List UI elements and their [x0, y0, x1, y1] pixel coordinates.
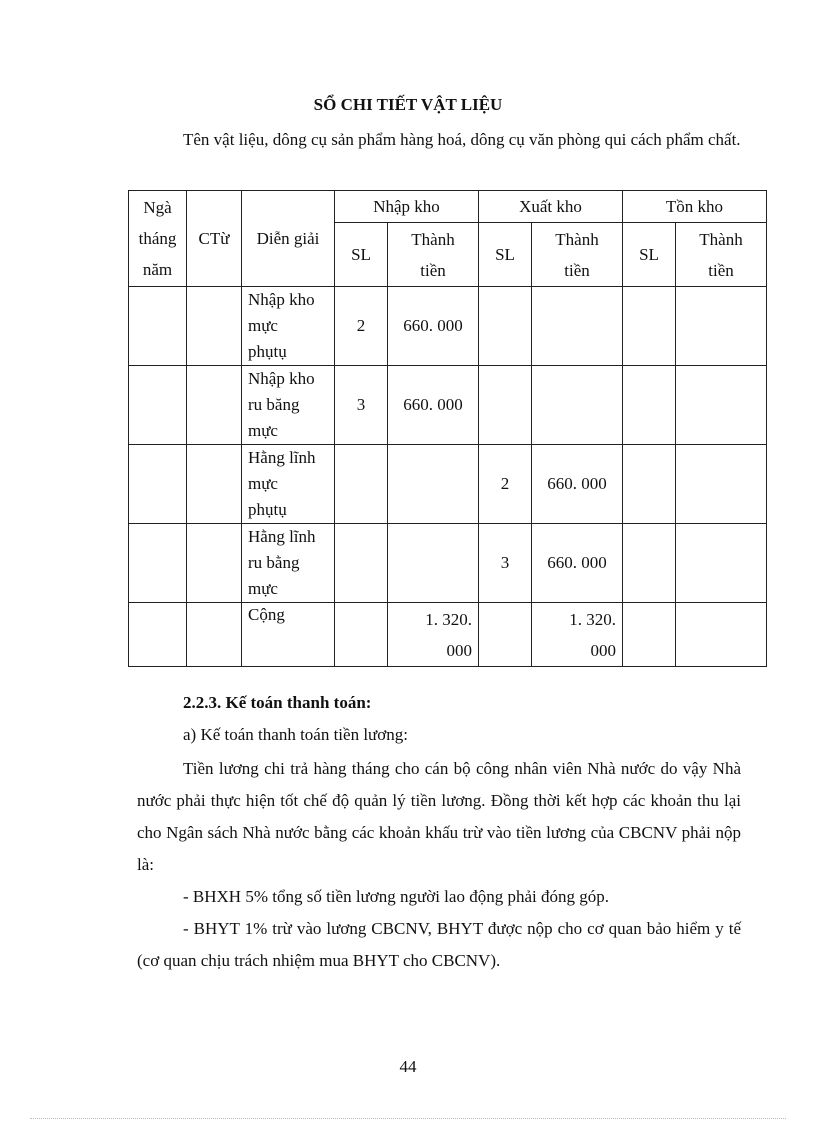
row-description: Nhập kho mực phụtụ: [242, 287, 335, 366]
row-description: Hằng lĩnh mực phụtụ: [242, 445, 335, 524]
export-sl-cell: [479, 366, 532, 445]
total-label: Cộng: [242, 603, 335, 667]
page-number: 44: [399, 1057, 417, 1076]
export-sl-cell: [479, 287, 532, 366]
import-amount-cell: 660. 000: [388, 287, 479, 366]
header-date: Ngà tháng năm: [129, 191, 187, 287]
header-export-sl: SL: [479, 223, 532, 287]
total-row: [129, 603, 767, 667]
footer-divider: [30, 1118, 786, 1119]
bullet-bhyt: - BHYT 1% trừ vào lương CBCNV, BHYT được nộp cho cơ quan bảo hiểm y tế (cơ quan chịu trách nhiệm mua BHYT cho CBCNV).: [137, 919, 741, 970]
import-sl-cell: [335, 524, 388, 603]
total-import-amount: 1. 320. 000: [388, 603, 479, 667]
header-stock-sl: SL: [623, 223, 676, 287]
export-amount-cell: [532, 287, 623, 366]
table-row: [129, 287, 767, 366]
body-paragraph: Tiền lương chi trả hàng tháng cho cán bộ công nhân viên Nhà nước do vậy Nhà nước phải thực hiện tốt chế độ quản lý tiền lương. Đồng thời kết hợp các khoản thu lại cho Ngân sách Nhà nước bằng các khoản khấu trừ vào tiền lương của CBCNV phải nộp là:: [137, 759, 741, 874]
subheading: a) Kế toán thanh toán tiền lương:: [183, 725, 408, 744]
row-description: Hằng lĩnh ru bằng mực: [242, 524, 335, 603]
page-title: SỔ CHI TIẾT VẬT LIỆU: [313, 95, 503, 114]
export-amount-cell: 660. 000: [532, 445, 623, 524]
header-import-amount: Thành tiền: [388, 223, 479, 287]
section-heading: 2.2.3. Kế toán thanh toán:: [183, 693, 372, 712]
row-description: Nhập kho ru băng mực: [242, 366, 335, 445]
header-export: Xuất kho: [479, 191, 623, 223]
import-amount-cell: [388, 524, 479, 603]
header-stock-amount: Thành tiền: [676, 223, 767, 287]
export-amount-cell: [532, 366, 623, 445]
header-export-amount: Thành tiền: [532, 223, 623, 287]
header-description: Diễn giải: [242, 191, 335, 287]
total-export-amount: 1. 320. 000: [532, 603, 623, 667]
intro-text: Tên vật liệu, dông cụ sản phẩm hàng hoá, dông cụ văn phòng qui cách phẩm chất.: [183, 130, 741, 149]
table-row: [129, 524, 767, 603]
import-sl-cell: [335, 445, 388, 524]
header-voucher: CTừ: [187, 191, 242, 287]
import-sl-cell: 2: [335, 287, 388, 366]
import-sl-cell: 3: [335, 366, 388, 445]
bullet-bhxh: - BHXH 5% tổng số tiền lương người lao động phải đóng góp.: [183, 887, 609, 906]
material-ledger-table: [128, 190, 767, 667]
header-import-sl: SL: [335, 223, 388, 287]
header-import: Nhập kho: [335, 191, 479, 223]
export-amount-cell: 660. 000: [532, 524, 623, 603]
table-row: [129, 445, 767, 524]
table-row: [129, 366, 767, 445]
export-sl-cell: 2: [479, 445, 532, 524]
import-amount-cell: [388, 445, 479, 524]
export-sl-cell: 3: [479, 524, 532, 603]
header-stock: Tồn kho: [623, 191, 767, 223]
import-amount-cell: 660. 000: [388, 366, 479, 445]
